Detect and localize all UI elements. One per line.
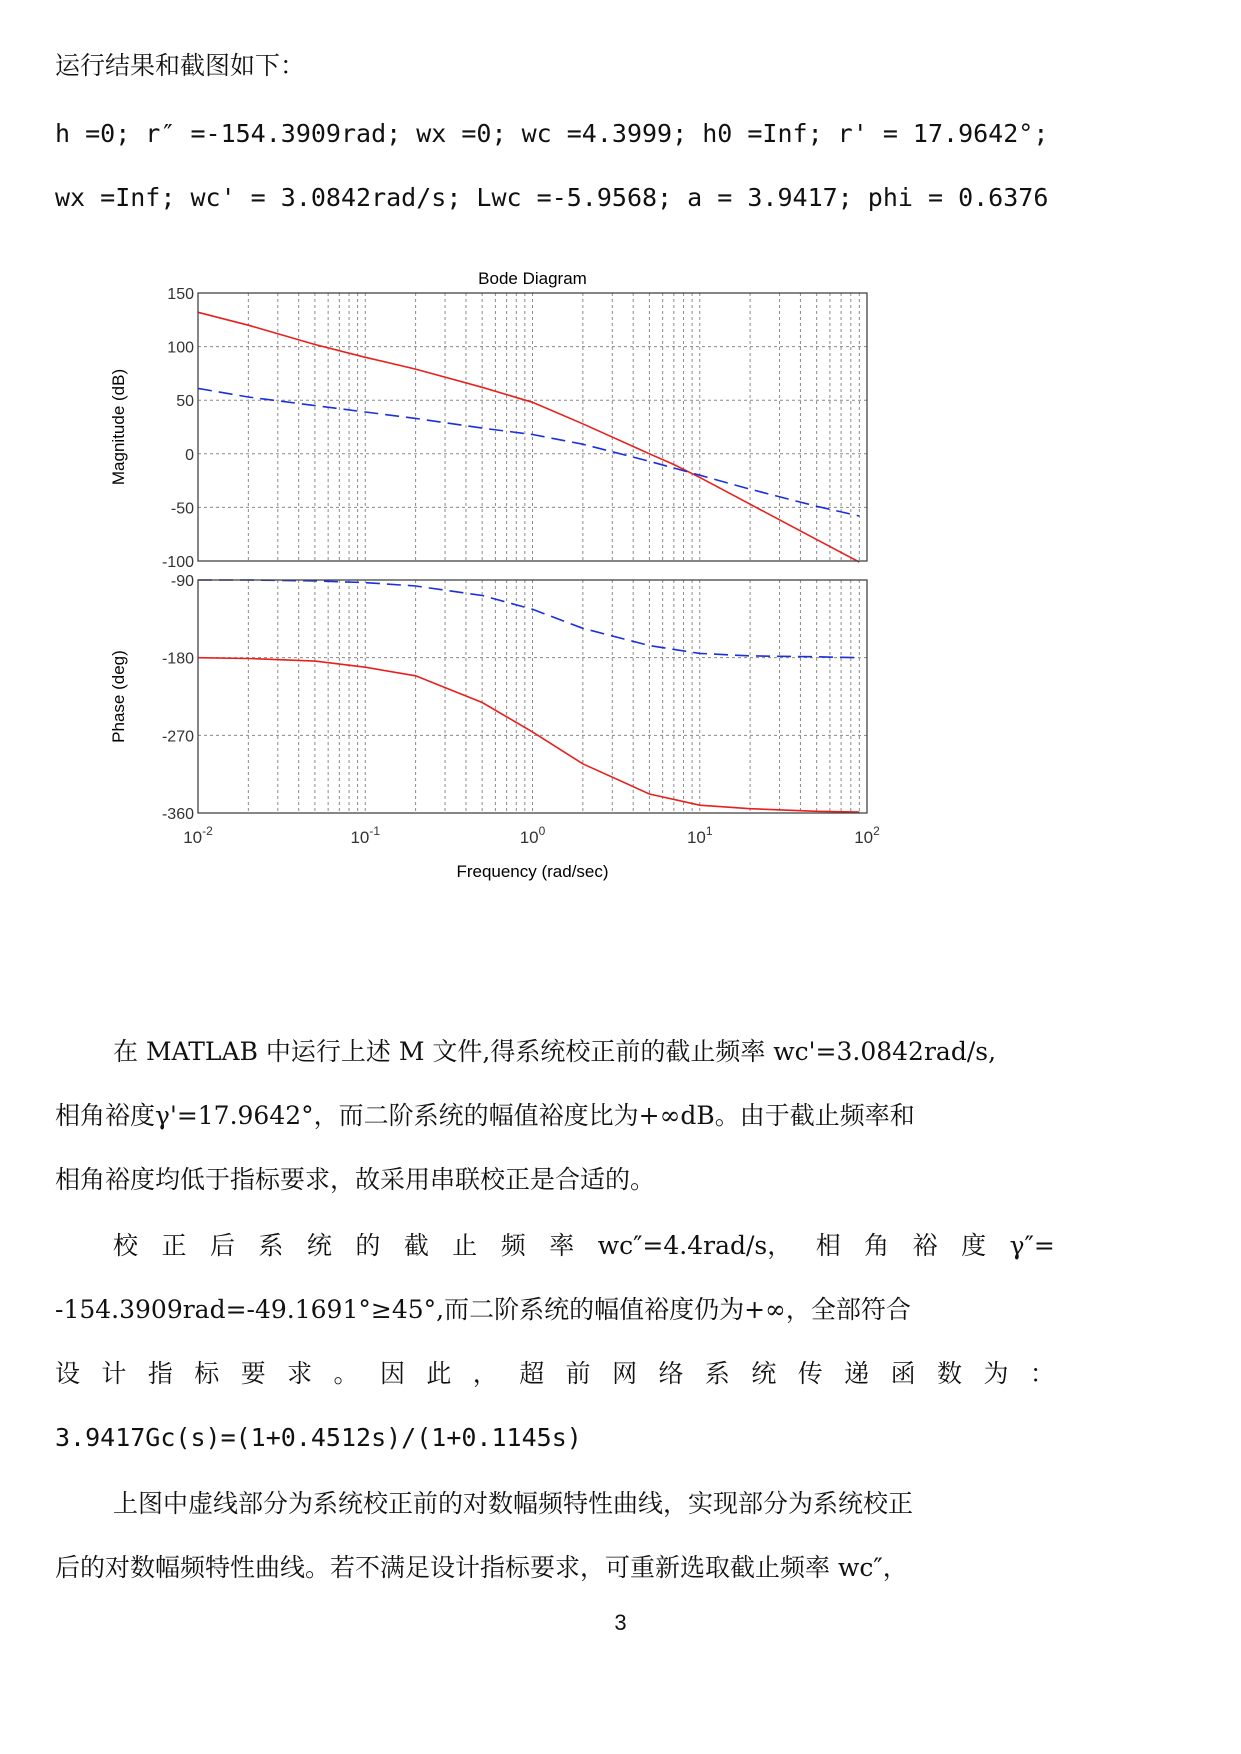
paragraph2-line3-part: 指 — [147, 1359, 173, 1388]
paragraph3-line1: 上图中虚线部分为系统校正前的对数幅频特性曲线，实现部分为系统校正 — [113, 1489, 914, 1518]
paragraph2-line1-part: γ″= — [1009, 1231, 1055, 1260]
paragraph2-line3-part: 传 — [797, 1359, 823, 1388]
phase-ytick-label: -180 — [161, 650, 194, 668]
paragraph2-line3-part: 超 — [519, 1359, 545, 1388]
page-number: 3 — [614, 1610, 627, 1635]
paragraph2-line1-part: 频 — [500, 1231, 526, 1260]
chart-title: Bode Diagram — [478, 269, 587, 288]
paragraph2-line1-part: 裕 — [912, 1231, 938, 1260]
paragraph2-line1-part: wc″=4.4rad/s， — [597, 1231, 793, 1260]
magnitude-series-after — [198, 312, 859, 562]
paragraph2-line3-part: 。 — [333, 1359, 359, 1388]
paragraph1-line2: 相角裕度γ'=17.9642°，而二阶系统的幅值裕度比为+∞dB。由于截止频率和 — [55, 1101, 915, 1130]
intro-text: 运行结果和截图如下： — [55, 51, 306, 80]
results-line-2: wx =Inf; wc' = 3.0842rad/s; Lwc =-5.9568; a = 3.9417; phi = 0.6376 — [55, 183, 1049, 212]
paragraph2-line3-part: 此 — [426, 1359, 452, 1388]
paragraph2-line1-part: 正 — [161, 1231, 187, 1260]
paragraph2-line3-part: 设 — [55, 1359, 81, 1388]
phase-ytick-label: -360 — [161, 806, 194, 823]
magnitude-ytick-label: 150 — [167, 286, 194, 303]
paragraph2-line3-part: 统 — [751, 1359, 777, 1388]
paragraph2-line3-part: 递 — [844, 1359, 870, 1388]
paragraph2-line1-part: 度 — [961, 1231, 987, 1260]
magnitude-series-before — [198, 388, 859, 516]
paragraph2-line3-part: ， — [472, 1359, 498, 1388]
magnitude-ytick-label: 0 — [185, 446, 194, 464]
paragraph2-line3-part: 前 — [565, 1359, 591, 1388]
paragraph2-line1-part: 截 — [403, 1231, 429, 1260]
paragraph2-line3-part: 标 — [194, 1359, 220, 1388]
paragraph2-line3-part: 计 — [101, 1359, 127, 1388]
phase-series-before — [198, 580, 859, 658]
magnitude-ytick-label: 50 — [176, 393, 194, 411]
magnitude-ytick-label: 100 — [167, 339, 194, 357]
paragraph2-line1-part: 系 — [258, 1231, 284, 1260]
magnitude-ylabel: Magnitude (dB) — [109, 368, 128, 486]
paragraph2-line1-part: 统 — [306, 1231, 332, 1260]
paragraph2-line4: 3.9417Gc(s)=(1+0.4512s)/(1+0.1145s) — [55, 1423, 582, 1452]
paragraph2-line3-part: 网 — [612, 1359, 638, 1388]
xtick-label: $10^0$ — [519, 824, 546, 847]
paragraph2-line3-part: 要 — [240, 1359, 266, 1388]
phase-ytick-label: -270 — [161, 728, 194, 746]
paragraph2-line3-part: 系 — [704, 1359, 730, 1388]
paragraph2-line1-part: 后 — [209, 1231, 235, 1260]
xtick-label: $10^1$ — [686, 824, 713, 847]
xtick-label: $10^2$ — [854, 824, 880, 847]
paragraph2-line1 — [113, 1230, 1055, 1262]
paragraph2-line1-part: 率 — [549, 1231, 575, 1260]
paragraph2-line3 — [55, 1358, 1055, 1390]
xtick-label: $10^{-2}$ — [183, 824, 213, 847]
paragraph2-line2: -154.3909rad=-49.1691°≥45°,而二阶系统的幅值裕度仍为+∞，全部符合 — [55, 1295, 911, 1324]
paragraph2-line3-part: 为 — [983, 1359, 1009, 1388]
paragraph2-line3-part: 因 — [379, 1359, 405, 1388]
xtick-label: $10^{-1}$ — [350, 824, 381, 847]
results-line-1: h =0; r″ =-154.3909rad; wx =0; wc =4.3999; h0 =Inf; r' = 17.9642°; — [55, 119, 1049, 148]
xlabel: Frequency (rad/sec) — [456, 862, 609, 881]
paragraph2-line3-part: ： — [1029, 1359, 1055, 1388]
paragraph3-line2: 后的对数幅频特性曲线。若不满足设计指标要求，可重新选取截止频率 wc″， — [55, 1553, 908, 1582]
paragraph1-line1: 在 MATLAB 中运行上述 M 文件,得系统校正前的截止频率 wc'=3.0842rad/s, — [113, 1037, 997, 1066]
bode-diagram — [109, 269, 1010, 985]
paragraph2-line1-part: 的 — [355, 1231, 381, 1260]
paragraph2-line1-part: 校 — [113, 1231, 139, 1260]
paragraph2-line1-part: 相 — [815, 1231, 841, 1260]
magnitude-ytick-label: -50 — [170, 500, 194, 518]
paragraph2-line3-part: 函 — [890, 1359, 916, 1388]
bode-diagram-figure — [109, 269, 1010, 989]
paragraph2-line3-part: 求 — [287, 1359, 313, 1388]
magnitude-ytick-label: -100 — [161, 554, 194, 571]
paragraph2-line3-part: 络 — [658, 1359, 684, 1388]
paragraph2-line1-part: 止 — [452, 1231, 478, 1260]
phase-ytick-label: -90 — [170, 573, 194, 590]
paragraph2-line3-part: 数 — [937, 1359, 963, 1388]
paragraph1-line3: 相角裕度均低于指标要求，故采用串联校正是合适的。 — [55, 1165, 656, 1194]
paragraph2-line1-part: 角 — [864, 1231, 890, 1260]
phase-ylabel: Phase (deg) — [109, 650, 128, 743]
